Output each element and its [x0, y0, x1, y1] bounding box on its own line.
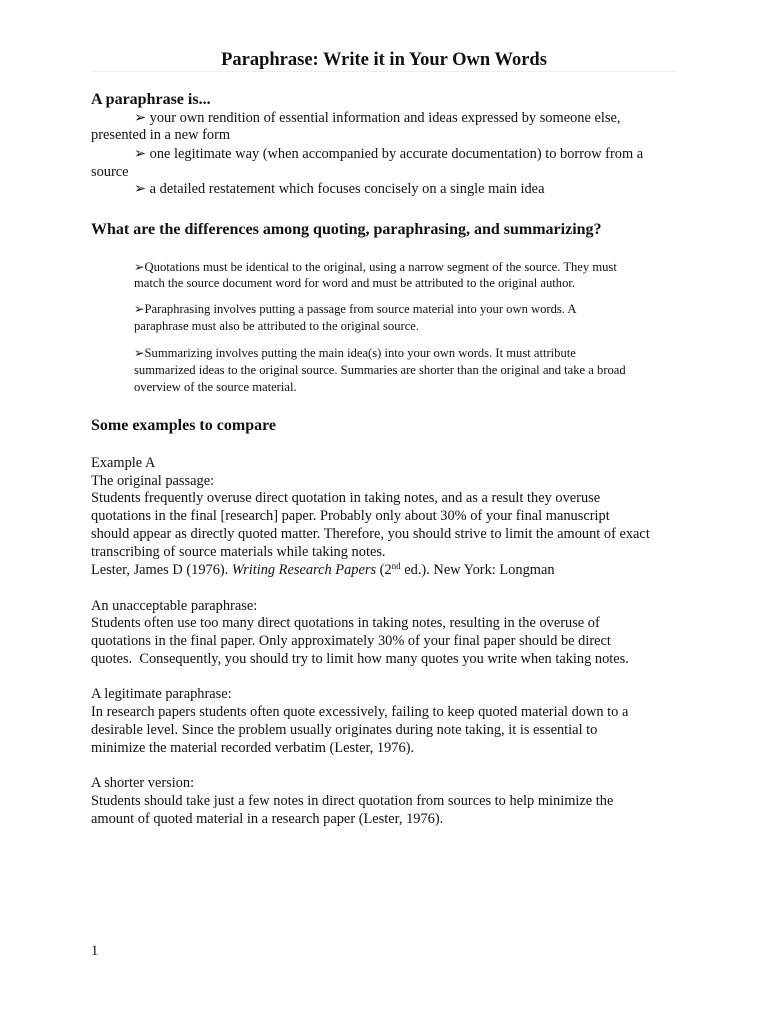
differences-bullet-line: ➢Quotations must be identical to the original, using a narrow segment of the source. They must [134, 260, 617, 274]
example-label: Example A [91, 455, 156, 471]
citation-edition-suffix: nd [391, 561, 401, 571]
definition-heading: A paraphrase is... [91, 91, 211, 108]
definition-bullet-line: presented in a new form [91, 127, 231, 143]
shorter-version-label: A shorter version: [91, 775, 195, 791]
differences-bullet-line: summarized ideas to the original source. Summaries are shorter than the original and take a broad [134, 363, 626, 377]
unacceptable-paraphrase-line: quotes. Consequently, you should try to limit how many quotes you write when taking notes. [91, 651, 629, 667]
differences-bullet-line: paraphrase must also be attributed to the original source. [134, 319, 420, 333]
unacceptable-paraphrase-line: quotations in the final paper. Only approximately 30% of your final paper should be direct [91, 633, 611, 649]
differences-bullet-line: match the source document word for word and must be attributed to the original author. [134, 276, 576, 290]
shorter-version-line: Students should take just a few notes in direct quotation from sources to help minimize the [91, 793, 614, 809]
original-passage-label: The original passage: [91, 473, 215, 489]
legitimate-paraphrase-line: desirable level. Since the problem usually originates during note taking, it is essential to [91, 722, 598, 738]
page-title: Paraphrase: Write it in Your Own Words [221, 50, 547, 70]
original-passage-line: transcribing of source materials while taking notes. [91, 544, 386, 560]
unacceptable-paraphrase-line: Students often use too many direct quotations in taking notes, resulting in the overuse of [91, 615, 600, 631]
differences-bullet-line: ➢Summarizing involves putting the main idea(s) into your own words. It must attribute [134, 346, 576, 360]
unacceptable-paraphrase-label: An unacceptable paraphrase: [91, 598, 258, 614]
differences-bullet-line: overview of the source material. [134, 380, 297, 394]
differences-heading: What are the differences among quoting, paraphrasing, and summarizing? [91, 221, 602, 238]
definition-bullet-line: ➢ one legitimate way (when accompanied by accurate documentation) to borrow from a [134, 146, 644, 162]
citation-book-title: Writing Research Papers [231, 562, 377, 578]
citation-publisher: ed.). New York: Longman [400, 562, 555, 578]
differences-bullet-line: ➢Paraphrasing involves putting a passage from source material into your own words. A [134, 302, 577, 316]
definition-bullet-line: source [91, 164, 129, 180]
title-divider [91, 71, 676, 72]
legitimate-paraphrase-line: minimize the material recorded verbatim (Lester, 1976). [91, 740, 415, 756]
original-passage-line: quotations in the final [research] paper. Probably only about 30% of your final manuscript [91, 508, 610, 524]
definition-bullet-line: ➢ a detailed restatement which focuses concisely on a single main idea [134, 181, 545, 197]
page-number: 1 [91, 943, 99, 959]
shorter-version-line: amount of quoted material in a research paper (Lester, 1976). [91, 811, 444, 827]
original-passage-line: Students frequently overuse direct quotation in taking notes, and as a result they overuse [91, 490, 601, 506]
citation-edition: (2 [376, 562, 392, 578]
original-passage-line: should appear as directly quoted matter. Therefore, you should strive to limit the amount of exact [91, 526, 650, 542]
legitimate-paraphrase-line: In research papers students often quote excessively, failing to keep quoted material down to a [91, 704, 629, 720]
citation-line [91, 561, 555, 579]
legitimate-paraphrase-label: A legitimate paraphrase: [91, 686, 232, 702]
citation-prefix: Lester, James D (1976). [91, 562, 232, 578]
definition-bullet-line: ➢ your own rendition of essential information and ideas expressed by someone else, [134, 110, 621, 126]
examples-heading: Some examples to compare [91, 417, 276, 434]
